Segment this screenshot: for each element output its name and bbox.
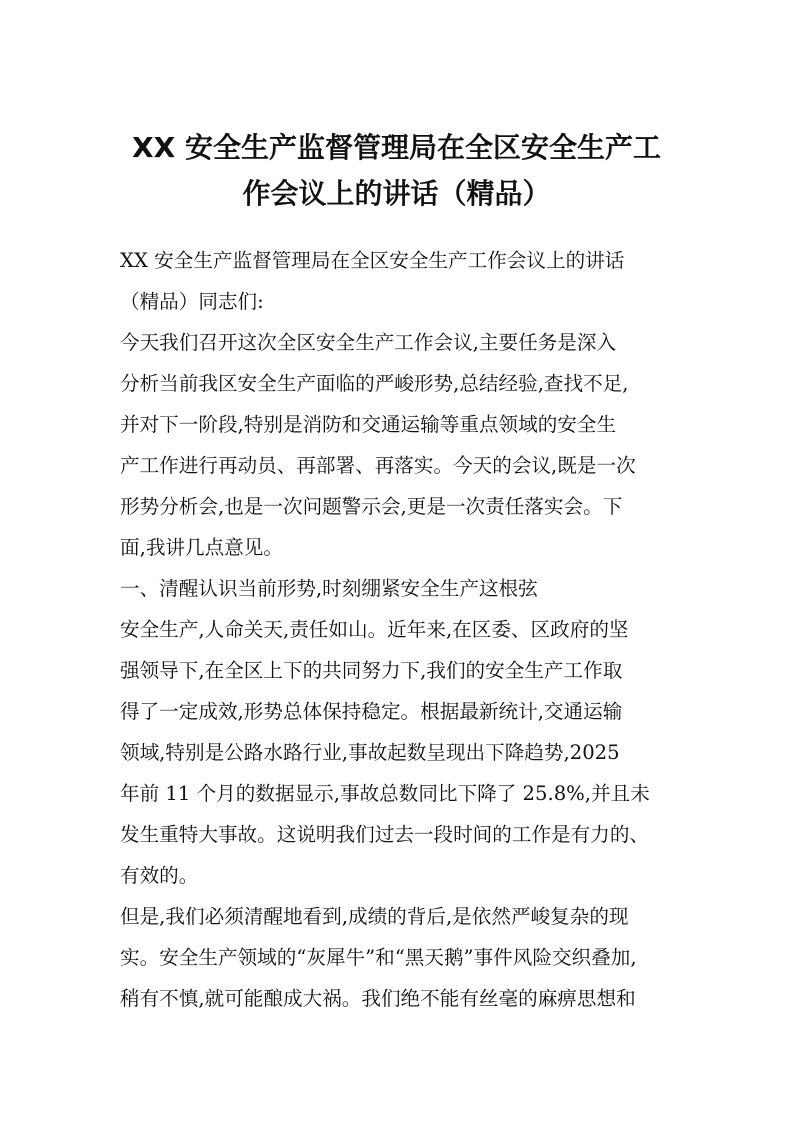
body-line: 有效的。: [120, 864, 199, 887]
body-line: 面,我讲几点意见。: [120, 536, 283, 559]
body-line: 形势分析会,也是一次问题警示会,更是一次责任落实会。下: [120, 495, 623, 518]
document-title-line-2: 作会议上的讲话（精品）: [242, 177, 551, 210]
body-line: 但是,我们必须清醒地看到,成绩的背后,是依然严峻复杂的现: [120, 905, 629, 928]
body-line: 分析当前我区安全生产面临的严峻形势,总结经验,查找不足,: [120, 372, 629, 395]
body-line: 产工作进行再动员、再部署、再落实。今天的会议,既是一次: [120, 454, 636, 477]
body-line: 得了一定成效,形势总体保持稳定。根据最新统计,交通运输: [120, 700, 623, 723]
body-line: 今天我们召开这次全区安全生产工作会议,主要任务是深入: [120, 331, 617, 354]
body-line: 实。安全生产领域的“灰犀牛”和“黑天鹅”事件风险交织叠加,: [120, 946, 637, 969]
body-line: 强领导下,在全区上下的共同努力下,我们的安全生产工作取: [120, 659, 623, 682]
body-line: （精品）同志们:: [120, 290, 264, 313]
body-line: XX 安全生产监督管理局在全区安全生产工作会议上的讲话: [120, 249, 625, 272]
body-line: 年前 11 个月的数据显示,事故总数同比下降了 25.8%,并且未: [120, 782, 650, 805]
body-line: 发生重特大事故。这说明我们过去一段时间的工作是有力的、: [120, 823, 650, 846]
section-heading: 一、清醒认识当前形势,时刻绷紧安全生产这根弦: [120, 577, 538, 600]
body-line: 安全生产,人命关天,责任如山。近年来,在区委、区政府的坚: [120, 618, 629, 641]
document-title-line-1: XX 安全生产监督管理局在全区安全生产工: [132, 131, 661, 164]
body-line: 领域,特别是公路水路行业,事故起数呈现出下降趋势,2025: [120, 741, 620, 764]
body-line: 并对下一阶段,特别是消防和交通运输等重点领域的安全生: [120, 413, 617, 436]
body-line: 稍有不慎,就可能酿成大祸。我们绝不能有丝毫的麻痹思想和: [120, 987, 636, 1010]
